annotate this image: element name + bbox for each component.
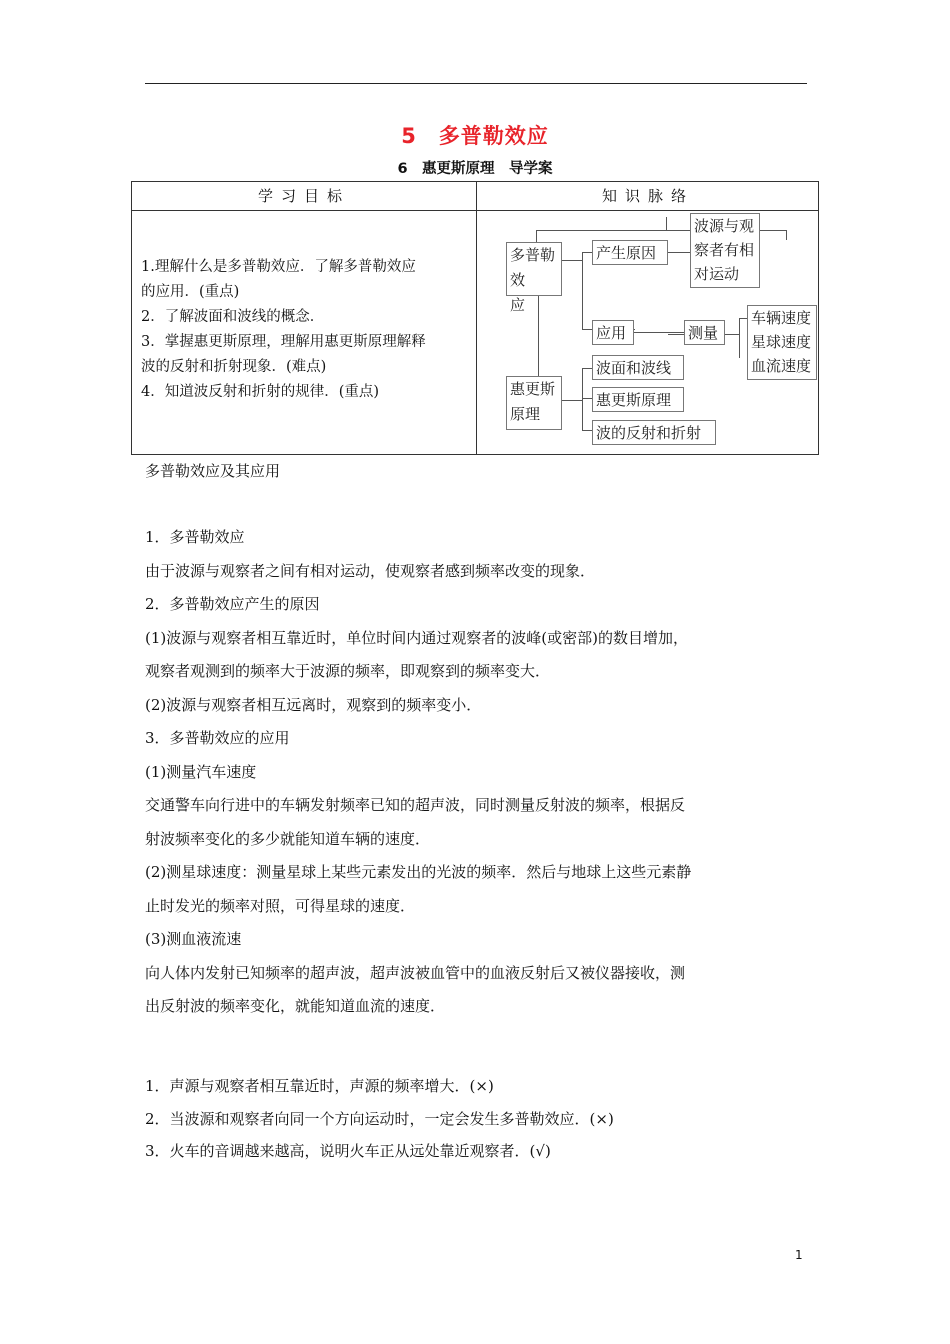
connector-line (634, 329, 635, 330)
goal-line: 3．掌握惠更斯原理，理解用惠更斯原理解释 (141, 334, 426, 350)
connector-line (582, 368, 583, 430)
node-doppler-line: 应 (510, 296, 526, 314)
body-line: 1．多普勒效应 (145, 528, 245, 546)
body-line: 由于波源与观察者之间有相对运动，使观察者感到频率改变的现象． (145, 561, 596, 580)
goal-line: 波的反射和折射现象．(难点) (141, 359, 327, 375)
measure-item: 车辆速度 (751, 309, 812, 327)
cause-detail-line: 对运动 (694, 265, 740, 283)
connector-line (536, 230, 537, 242)
quiz-line: 3．火车的音调越来越高，说明火车正从远处靠近观察者．(√) (145, 1142, 551, 1160)
knowledge-diagram (476, 210, 820, 456)
connector-line (739, 318, 747, 319)
node-huygens-line: 惠更斯 (510, 380, 556, 398)
goal-line: 1.理解什么是多普勒效应．了解多普勒效应 (141, 259, 416, 275)
connector-line (538, 296, 539, 376)
page-title: 5 多普勒效应 (401, 124, 549, 148)
table-header-knowledge: 知识脉络 (601, 187, 694, 205)
true-false-quiz (145, 1070, 810, 1168)
connector-line (634, 332, 684, 333)
body-line: (2)测星球速度：测量星球上某些元素发出的光波的频率．然后与地球上这些元素静 (145, 863, 692, 881)
goal-line: 2．了解波面和波线的概念． (141, 309, 325, 325)
body-line: (2)波源与观察者相互远离时，观察到的频率变小． (145, 695, 482, 714)
node-doppler-line: 多普 (510, 246, 541, 264)
body-line: 3．多普勒效应的应用 (145, 729, 290, 747)
connector-line (725, 334, 739, 335)
connector-line (582, 252, 592, 253)
body-line: 2．多普勒效应产生的原因 (145, 595, 320, 613)
node-cause-detail (690, 213, 760, 288)
cause-detail-line: 察者有相 (694, 241, 755, 259)
node-huygens-line: 原理 (510, 405, 541, 423)
node-wave-front: 波面和波线 (592, 355, 684, 380)
body-line: 观察者观测到的频率大于波源的频率，即观察到的频率变大． (145, 662, 551, 680)
connector-line (668, 252, 690, 253)
body-line: (1)波源与观察者相互靠近时，单位时间内通过观察者的波峰(或密部)的数目增加， (145, 628, 688, 647)
connector-line (582, 430, 592, 431)
goal-line: 4．知道波反射和折射的规律．(重点) (141, 384, 380, 400)
goal-line: 的应用．(重点) (141, 284, 240, 300)
page-subtitle: 6 惠更斯原理 导学案 (397, 161, 553, 177)
connector-line (562, 260, 582, 261)
node-huygens (506, 376, 562, 430)
node-measure: 测量 (684, 320, 725, 345)
node-application: 应用 (592, 320, 634, 345)
body-line: 射波频率变化的多少就能知道车辆的速度． (145, 829, 431, 848)
measure-item: 血流速度 (751, 357, 812, 375)
connector-line (582, 368, 592, 369)
table-header-goals: 学习目标 (257, 187, 350, 205)
goals-table (131, 181, 819, 455)
body-line: 向人体内发射已知频率的超声波，超声波被血管中的血液反射后又被仪器接收，测 (145, 963, 686, 982)
cause-detail-line: 波源与观 (694, 217, 755, 235)
measure-item: 星球速度 (751, 333, 812, 351)
body-line: 出反射波的频率变化，就能知道血流的速度． (145, 997, 446, 1015)
section-heading: 多普勒效应及其应用 (145, 462, 281, 480)
body-line: 交通警车向行进中的车辆发射频率已知的超声波，同时测量反射波的频率，根据反 (145, 796, 686, 814)
connector-line (582, 252, 583, 329)
body-line: (1)测量汽车速度 (145, 762, 257, 781)
connector-line (582, 398, 592, 399)
node-huygens-principle: 惠更斯原理 (592, 387, 684, 412)
connector-line (786, 230, 787, 240)
header-rule (145, 83, 807, 84)
quiz-line: 2．当波源和观察者向同一个方向运动时，一定会发生多普勒效应．(×) (145, 1109, 614, 1128)
connector-line (666, 217, 667, 231)
quiz-line: 1．声源与观察者相互靠近时，声源的频率增大．(×) (145, 1077, 494, 1095)
connector-line (739, 318, 740, 358)
body-line: 止时发光的频率对照，可得星球的速度． (145, 896, 416, 915)
node-doppler-line: 勒效 (510, 246, 556, 289)
node-reflection: 波的反射和折射 (592, 420, 716, 445)
body-line: (3)测血液流速 (145, 930, 242, 948)
node-cause: 产生原因 (592, 240, 668, 265)
connector-line (562, 400, 582, 401)
connector-line (668, 334, 684, 335)
page-number: 1 (795, 1248, 803, 1262)
learning-goals-list (141, 255, 471, 405)
node-measure-items (747, 305, 817, 380)
body-text (145, 521, 810, 1024)
node-doppler-effect (506, 242, 562, 314)
